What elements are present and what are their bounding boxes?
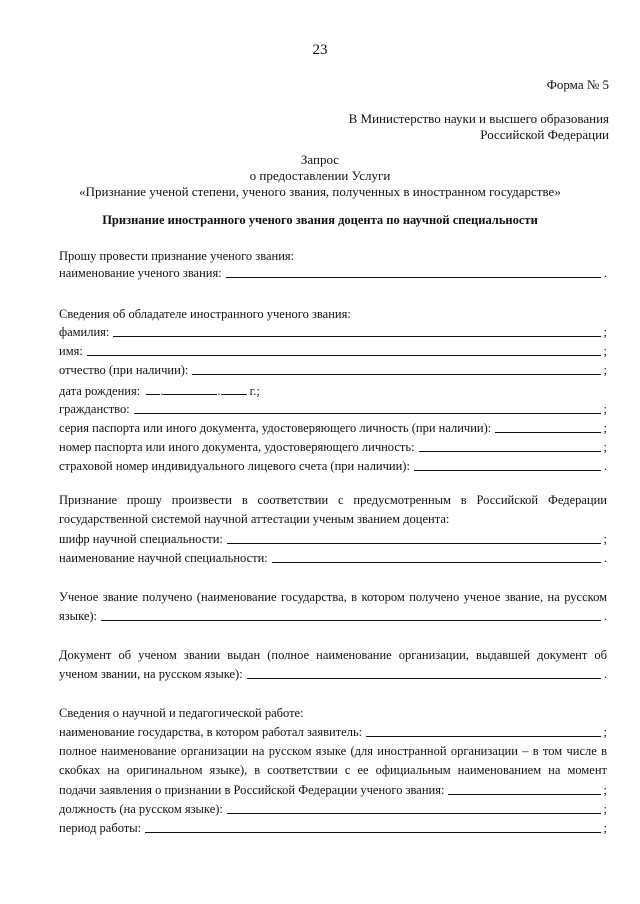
recognition-text-line: государственной системой научной аттестации ученым званием доцента: [59, 512, 450, 526]
recognition-text-line: Признание прошу произвести в соответствии с предусмотренным в Российской Федерации [59, 493, 607, 507]
punctuation: ; [603, 325, 607, 339]
addressee-line: Российской Федерации [480, 127, 609, 142]
specialty-code-row [59, 532, 607, 547]
passport-series-row [59, 421, 607, 436]
heading-line: о предоставлении Услуги [249, 168, 391, 183]
field-label: наименование ученого звания: [59, 266, 222, 280]
received-text-line: Ученое звание получено (наименование государства, в котором получено ученое звание, на русском [59, 590, 607, 604]
request-heading [0, 152, 640, 200]
surname-row [59, 325, 607, 340]
document-text-line: Документ об ученом звании выдан (полное наименование организации, выдавшей документ об [59, 648, 607, 662]
form-label: Форма № 5 [546, 77, 609, 92]
position-row [59, 802, 607, 817]
passport-series-field[interactable] [495, 431, 600, 433]
birth-date-row [59, 383, 607, 399]
citizenship-row [59, 402, 607, 417]
work-org-text-line: скобках на оригинальном языке), в соответствии с ее официальным наименованием на момент [59, 763, 607, 777]
field-label: ученом звании, на русском языке): [59, 667, 243, 681]
punctuation: ; [603, 532, 607, 546]
work-org-row [59, 783, 607, 798]
punctuation: ; [603, 440, 607, 454]
patronymic-field[interactable] [192, 373, 600, 375]
addressee-line: В Министерство науки и высшего образования [348, 111, 609, 126]
field-label: период работы: [59, 821, 142, 835]
specialty-name-field[interactable] [272, 561, 601, 563]
subject-title: Признание иностранного ученого звания доцента по научной специальности [102, 213, 538, 227]
name-row [59, 344, 607, 359]
work-country-field[interactable] [366, 735, 600, 737]
date-separator: . [160, 384, 164, 398]
field-label: страховой номер индивидуального лицевого счета (при наличии): [59, 459, 410, 473]
field-label: серия паспорта или иного документа, удостоверяющего личность (при наличии): [59, 421, 492, 435]
punctuation: ; [603, 725, 607, 739]
patronymic-row [59, 363, 607, 378]
work-org-text-line: полное наименование организации на русском языке (для иностранной организации – в том числе в [59, 744, 607, 758]
request-intro: Прошу провести признание ученого звания: [59, 249, 295, 263]
punctuation: ; [603, 421, 607, 435]
punctuation: . [603, 609, 607, 623]
title-name-field[interactable] [226, 276, 601, 278]
name-field[interactable] [87, 354, 601, 356]
birth-month-field[interactable] [163, 383, 217, 395]
punctuation: . [603, 551, 607, 565]
position-field[interactable] [227, 812, 601, 814]
field-label: шифр научной специальности: [59, 532, 223, 546]
holder-intro: Сведения об обладателе иностранного ученого звания: [59, 307, 351, 321]
passport-number-row [59, 440, 607, 455]
field-label: языке): [59, 609, 98, 623]
specialty-code-field[interactable] [227, 542, 601, 544]
birth-year-field[interactable] [221, 383, 247, 395]
punctuation: . [603, 266, 607, 280]
work-period-row [59, 821, 607, 836]
punctuation: ; [603, 402, 607, 416]
field-label: должность (на русском языке): [59, 802, 223, 816]
citizenship-field[interactable] [134, 412, 601, 414]
received-country-row [59, 609, 607, 624]
birth-day-field[interactable] [146, 383, 160, 395]
punctuation: ; [603, 363, 607, 377]
field-label: номер паспорта или иного документа, удостоверяющего личность: [59, 440, 415, 454]
punctuation: . [603, 459, 607, 473]
work-org-field[interactable] [448, 793, 600, 795]
document-issuer-field[interactable] [247, 677, 601, 679]
document-issuer-row [59, 667, 607, 682]
heading-line: Запрос [300, 152, 340, 167]
year-suffix: г.; [249, 384, 260, 398]
punctuation: . [603, 667, 607, 681]
heading-line: «Признание ученой степени, ученого звания, полученных в иностранном государстве» [79, 184, 561, 199]
field-label: подачи заявления о признании в Российской Федерации ученого звания: [59, 783, 445, 797]
field-label: фамилия: [59, 325, 110, 339]
punctuation: ; [603, 783, 607, 797]
field-label: наименование государства, в котором работал заявитель: [59, 725, 363, 739]
specialty-name-row [59, 551, 607, 566]
field-label: гражданство: [59, 402, 130, 416]
work-intro: Сведения о научной и педагогической работе: [59, 706, 304, 720]
date-separator: . [217, 384, 221, 398]
punctuation: ; [603, 344, 607, 358]
passport-number-field[interactable] [419, 450, 601, 452]
punctuation: ; [603, 821, 607, 835]
punctuation: ; [603, 802, 607, 816]
field-label: дата рождения: [59, 384, 141, 398]
surname-field[interactable] [113, 335, 600, 337]
title-name-row [59, 266, 607, 281]
received-country-field[interactable] [101, 619, 601, 621]
field-label: наименование научной специальности: [59, 551, 268, 565]
snils-field[interactable] [414, 469, 601, 471]
addressee-block [349, 111, 609, 143]
field-label: отчество (при наличии): [59, 363, 189, 377]
snils-row [59, 459, 607, 474]
work-country-row [59, 725, 607, 740]
work-period-field[interactable] [145, 831, 600, 833]
field-label: имя: [59, 344, 83, 358]
page-number: 23 [312, 42, 328, 58]
